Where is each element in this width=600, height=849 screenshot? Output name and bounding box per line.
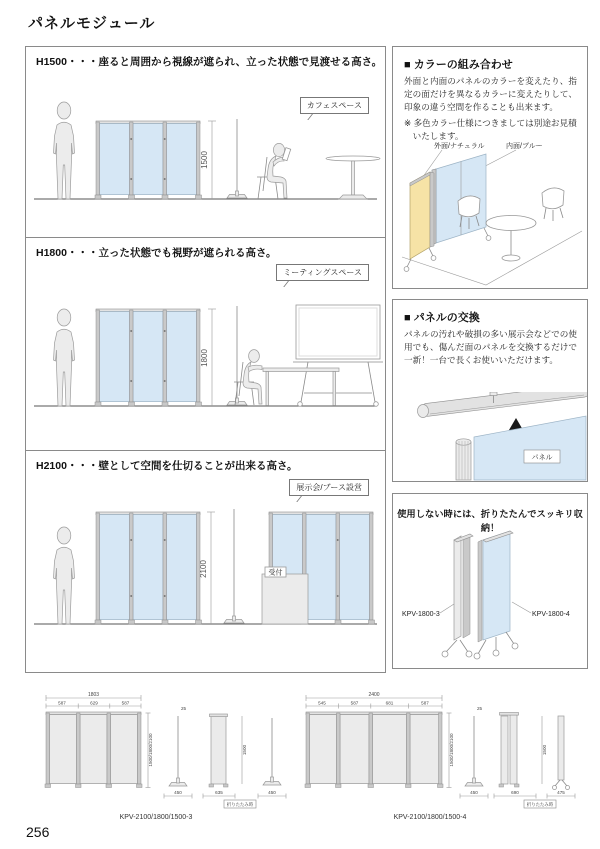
svg-text:2400: 2400 — [368, 692, 380, 698]
reference-pole — [224, 509, 244, 623]
svg-text:1500/1800/2100: 1500/1800/2100 — [449, 733, 454, 767]
h1500-illustration — [26, 47, 385, 238]
storage-illustration — [394, 522, 587, 668]
height-dimension-1500 — [200, 121, 216, 199]
pole-view — [164, 706, 192, 799]
top-rail — [418, 392, 588, 418]
front-view — [45, 712, 142, 788]
model-label-left: KPV-1800-3 — [402, 611, 440, 618]
fold-note: 折りたたみ時 — [526, 802, 554, 807]
technical-drawing-3panel — [26, 686, 298, 824]
height-examples-panel — [25, 46, 386, 673]
svg-text:450: 450 — [268, 790, 276, 795]
reception-counter — [262, 567, 308, 624]
svg-text:475: 475 — [557, 790, 565, 795]
panel-replacement-illustration — [394, 392, 587, 482]
svg-text:629: 629 — [90, 700, 98, 706]
round-table-isometric — [486, 216, 536, 262]
pole-view-2 — [258, 718, 286, 799]
partition-3panel-front — [95, 121, 202, 199]
reception-sign: 受付 — [268, 569, 283, 577]
callout-cafe-space: カフェスペース — [300, 97, 369, 114]
color-combination-note: ※ 多色カラー仕様につきましては別途お見積いたします。 — [404, 118, 577, 141]
height-dimension — [146, 713, 154, 788]
section-h2100-heading — [36, 458, 298, 473]
technical-drawing-4panel — [294, 686, 586, 824]
svg-text:1500: 1500 — [542, 744, 547, 756]
replacement-panel — [474, 416, 586, 480]
height-dimension-2100 — [199, 512, 215, 624]
inner-color-label: 内面/ブルー — [506, 143, 543, 150]
color-combination-illustration — [394, 139, 587, 287]
page-number: 256 — [26, 824, 50, 840]
model-label-right: KPV-1800-4 — [532, 611, 570, 618]
callout-meeting-space: ミーティングスペース — [276, 264, 369, 281]
svg-text:25: 25 — [477, 706, 483, 711]
svg-text:1500/1800/2100: 1500/1800/2100 — [148, 733, 153, 767]
height-desc: ・・・座ると周囲から視線が遮られ、立った状態で見渡せる高さ。 — [66, 56, 383, 68]
svg-text:1500: 1500 — [200, 151, 209, 169]
section-h1800-heading — [36, 245, 277, 260]
svg-text:25: 25 — [181, 706, 187, 711]
folded-single-view — [547, 716, 575, 799]
svg-text:690: 690 — [511, 790, 519, 795]
height-code: H2100 — [36, 460, 67, 472]
section-h2100 — [26, 451, 385, 670]
drawing-caption: KPV-2100/1800/1500-3 — [119, 814, 193, 821]
section-h1500-heading — [36, 54, 382, 69]
svg-text:545: 545 — [318, 700, 326, 706]
svg-text:587: 587 — [58, 700, 66, 706]
standing-person-silhouette — [54, 309, 75, 406]
panel-replacement-title: ■ パネルの交換 — [404, 312, 480, 324]
page-title: パネルモジュール — [28, 15, 156, 32]
chair-isometric — [542, 188, 564, 221]
front-view — [305, 712, 443, 788]
reference-pole — [227, 119, 247, 198]
height-code: H1500 — [36, 56, 67, 68]
width-dimensions — [46, 692, 141, 709]
panel-replacement-box — [392, 299, 588, 482]
storage-title: 使用しない時には、折りたたんでスッキリ収納！ — [397, 509, 583, 533]
svg-text:450: 450 — [174, 790, 182, 795]
callout-exhibition-booth: 展示会/ブース設営 — [289, 479, 369, 496]
svg-text:1800: 1800 — [200, 349, 209, 367]
svg-text:587: 587 — [121, 700, 130, 706]
height-code: H1800 — [36, 247, 67, 259]
partition-3panel-front — [95, 309, 202, 406]
section-h1800 — [26, 238, 385, 451]
svg-text:587: 587 — [350, 700, 359, 706]
height-desc: ・・・壁として空間を仕切ることが出来る高さ。 — [66, 460, 298, 472]
color-combination-body: 外面と内面のパネルのカラーを変えたり、指定の面だけを異なるカラーに変えたりして、印象の違う空間を作ることも出来ます。 — [404, 76, 577, 112]
svg-text:1500: 1500 — [242, 744, 247, 756]
pole-view — [460, 706, 488, 799]
whiteboard — [293, 305, 383, 406]
svg-text:1803: 1803 — [87, 692, 100, 698]
panel-replacement-body: パネルの汚れや破損の多い展示会などでの使用でも、傷んだ面のパネルを交換するだけで一新！一台で長くお使いいただけます。 — [404, 329, 577, 365]
svg-text:2100: 2100 — [199, 560, 208, 578]
standing-person-silhouette — [54, 102, 75, 199]
partition-3panel-front — [95, 512, 202, 624]
drawing-caption: KPV-2100/1800/1500-4 — [393, 814, 467, 821]
post-with-hinge — [456, 439, 471, 480]
outer-color-label: 外面/ナチュラル — [434, 143, 485, 150]
color-combination-box — [392, 46, 588, 289]
svg-text:450: 450 — [470, 790, 478, 795]
height-dimension — [447, 713, 455, 788]
section-h1500 — [26, 47, 385, 238]
panel-label: パネル — [531, 454, 553, 462]
color-combination-title: ■ カラーの組み合わせ — [404, 59, 513, 71]
cafe-table — [326, 156, 380, 199]
svg-text:635: 635 — [215, 790, 223, 795]
leader-line — [512, 602, 531, 613]
seated-person-at-desk — [234, 350, 262, 405]
svg-text:587: 587 — [421, 700, 429, 706]
seated-person-reading — [257, 143, 291, 199]
folded-panel-3 — [442, 534, 473, 657]
width-dimensions — [306, 692, 442, 709]
height-dimension-1800 — [200, 309, 216, 406]
height-desc: ・・・立った状態でも視野が遮られる高さ。 — [66, 247, 277, 259]
fold-note: 折りたたみ時 — [226, 802, 254, 807]
svg-text:681: 681 — [385, 700, 394, 706]
folded-panel-4 — [474, 531, 518, 659]
leader-line — [440, 604, 454, 613]
folded-side-view — [203, 714, 256, 808]
standing-person-silhouette — [54, 527, 75, 624]
storage-box — [392, 493, 588, 669]
